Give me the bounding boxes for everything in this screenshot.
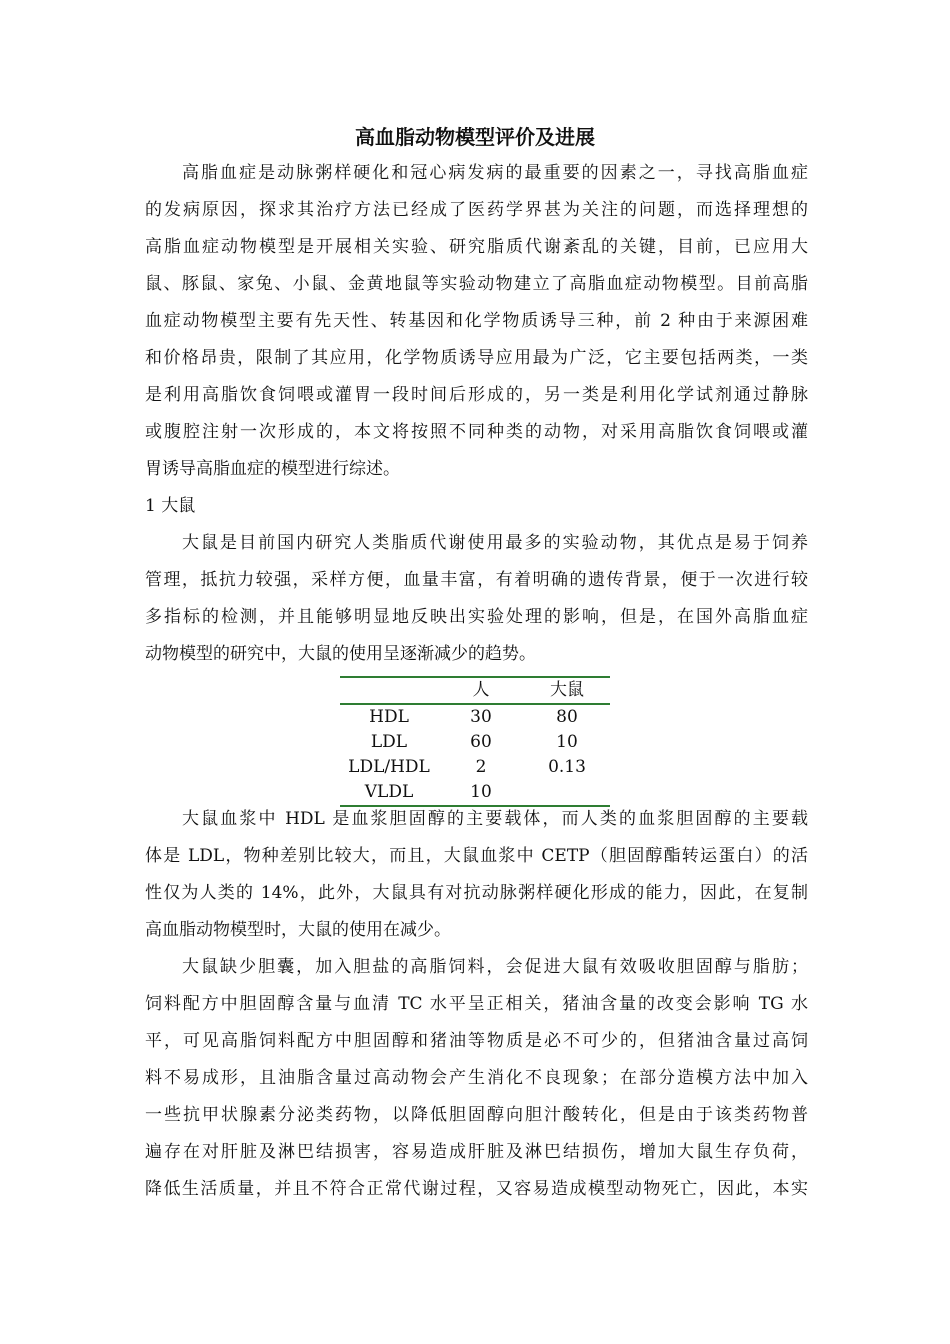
text-line: 饲料配方中胆固醇含量与血清 TC 水平呈正相关，猪油含量的改变会影响 TG 水: [145, 994, 808, 1014]
text-line: 动物模型的研究中，大鼠的使用呈逐渐减少的趋势。: [145, 644, 536, 664]
text-line: 料不易成形，且油脂含量过高动物会产生消化不良现象；在部分造模方法中加入: [145, 1068, 808, 1088]
text-line: 血症动物模型主要有先天性、转基因和化学物质诱导三种，前 2 种由于来源困难: [145, 311, 808, 331]
text-line: 高血脂动物模型时，大鼠的使用在减少。: [145, 920, 451, 940]
table-row: [340, 730, 610, 755]
table-cell: 10: [470, 782, 492, 802]
table-row: [340, 755, 610, 780]
table-cell: 0.13: [548, 757, 586, 777]
table-header-row: [340, 677, 610, 704]
text-line: 遍存在对肝脏及淋巴结损害，容易造成肝脏及淋巴结损伤，增加大鼠生存负荷，: [145, 1142, 808, 1162]
table-cell: 10: [556, 732, 578, 752]
table-header-cell: 人: [472, 680, 490, 700]
table-header-cell: 大鼠: [550, 680, 584, 700]
table-cell: VLDL: [364, 782, 414, 802]
text-line: 大鼠血浆中 HDL 是血浆胆固醇的主要载体，而人类的血浆胆固醇的主要载: [182, 809, 808, 829]
lipid-comparison-table: [340, 676, 610, 807]
table-header-cell: [340, 677, 438, 704]
table-cell: LDL/HDL: [348, 757, 430, 777]
text-line: 一些抗甲状腺素分泌类药物，以降低胆固醇向胆汁酸转化，但是由于该类药物普: [145, 1105, 808, 1125]
table-cell: 60: [470, 732, 492, 752]
text-line: 多指标的检测，并且能够明显地反映出实验处理的影响，但是，在国外高脂血症: [145, 607, 808, 627]
table-cell: 2: [475, 757, 487, 777]
text-line: 体是 LDL，物种差别比较大，而且，大鼠血浆中 CETP（胆固醇酯转运蛋白）的活: [145, 846, 808, 866]
text-line: 性仅为人类的 14%，此外，大鼠具有对抗动脉粥样硬化形成的能力，因此，在复制: [145, 883, 808, 903]
table-cell: 80: [556, 707, 578, 727]
text-line: 管理，抵抗力较强，采样方便，血量丰富，有着明确的遗传背景，便于一次进行较: [145, 570, 808, 590]
text-line: 或腹腔注射一次形成的，本文将按照不同种类的动物，对采用高脂饮食饲喂或灌: [145, 422, 808, 442]
text-line: 的发病原因，探求其治疗方法已经成了医药学界甚为关注的问题，而选择理想的: [145, 200, 808, 220]
text-line: 是利用高脂饮食饲喂或灌胃一段时间后形成的，另一类是利用化学试剂通过静脉: [145, 385, 808, 405]
text-line: 降低生活质量，并且不符合正常代谢过程，又容易造成模型动物死亡，因此，本实: [145, 1179, 808, 1199]
text-line: 大鼠缺少胆囊，加入胆盐的高脂饲料，会促进大鼠有效吸收胆固醇与脂肪；: [182, 957, 808, 977]
table-cell: HDL: [369, 707, 409, 727]
text-line: 高脂血症是动脉粥样硬化和冠心病发病的最重要的因素之一，寻找高脂血症: [182, 163, 808, 183]
text-line: 平，可见高脂饲料配方中胆固醇和猪油等物质是必不可少的，但猪油含量过高饲: [145, 1031, 808, 1051]
table-cell: 30: [470, 707, 492, 727]
text-line: 大鼠是目前国内研究人类脂质代谢使用最多的实验动物，其优点是易于饲养: [182, 533, 808, 553]
text-line: 和价格昂贵，限制了其应用，化学物质诱导应用最为广泛，它主要包括两类，一类: [145, 348, 808, 368]
table-cell: LDL: [370, 732, 408, 752]
table-row: [340, 704, 610, 730]
document-title: 高血脂动物模型评价及进展: [355, 125, 595, 149]
text-line: 胃诱导高脂血症的模型进行综述。: [145, 459, 400, 479]
text-line: 高脂血症动物模型是开展相关实验、研究脂质代谢紊乱的关键，目前，已应用大: [145, 237, 808, 257]
text-line: 鼠、豚鼠、家兔、小鼠、金黄地鼠等实验动物建立了高脂血症动物模型。目前高脂: [145, 274, 808, 294]
section-heading: 1 大鼠: [145, 496, 196, 516]
